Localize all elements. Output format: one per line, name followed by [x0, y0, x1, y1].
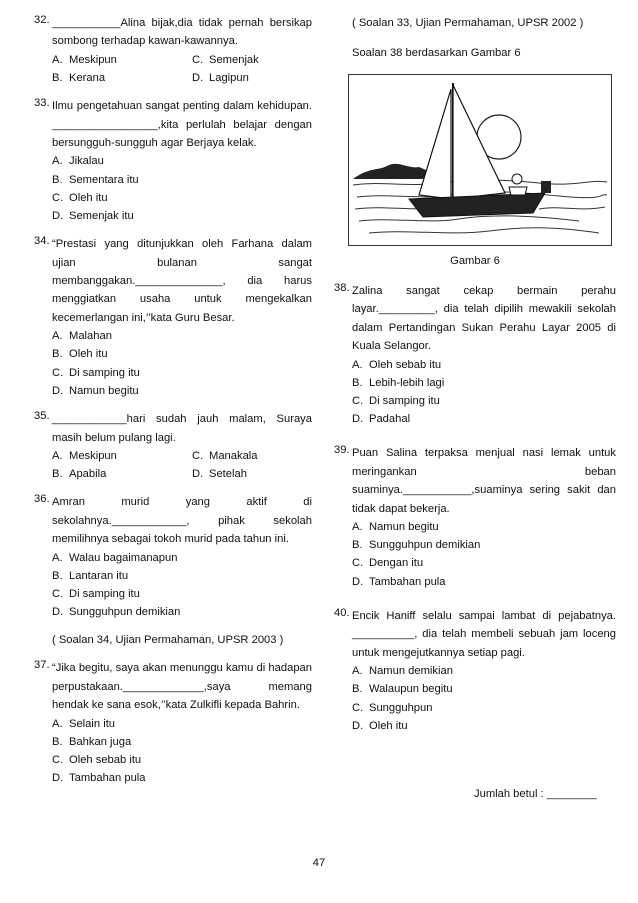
option-b[interactable]: B. Sementara itu	[52, 173, 139, 186]
question-number: 33.	[34, 97, 50, 110]
option-a[interactable]: A. Malahan	[52, 330, 112, 343]
left-column	[34, 14, 312, 797]
page-number: 47	[312, 857, 326, 869]
question-number: 39.	[334, 444, 350, 457]
figure-intro: Soalan 38 berdasarkan Gambar 6	[352, 47, 521, 59]
option-c[interactable]: C. Semenjak	[192, 53, 259, 66]
option-c[interactable]: C. Di samping itu	[352, 395, 440, 408]
question-number: 37.	[34, 659, 50, 672]
question-32	[34, 14, 312, 87]
question-stem: Zalina sangat cekap bermain perahu layar._________, dia telah dipilih mewakili sekolah dalam Pertandingan Sukan Perahu Layar 2005 di Kuala Selangor.	[352, 285, 616, 353]
option-b[interactable]: B. Walaupun begitu	[352, 683, 453, 696]
option-b[interactable]: B. Sungguhpun demikian	[352, 539, 481, 552]
source-note: ( Soalan 33, Ujian Permahaman, UPSR 2002 )	[352, 17, 584, 29]
option-d[interactable]: D. Namun begitu	[52, 384, 139, 397]
option-a[interactable]: A. Selain itu	[52, 717, 116, 730]
option-b[interactable]: B. Lantaran itu	[52, 569, 129, 582]
option-c[interactable]: C. Oleh sebab itu	[52, 753, 142, 766]
option-b[interactable]: B. Apabila	[52, 468, 107, 481]
option-b[interactable]: B. Lebih-lebih lagi	[352, 376, 445, 389]
option-b[interactable]: B. Bahkan juga	[52, 735, 132, 748]
option-a[interactable]: A. Walau bagaimanapun	[52, 551, 178, 564]
question-33	[34, 97, 312, 225]
right-column	[334, 14, 616, 745]
option-c[interactable]: C. Manakala	[192, 449, 258, 462]
question-number: 40.	[334, 606, 350, 619]
option-a[interactable]: A. Namun demikian	[352, 665, 453, 678]
option-b[interactable]: B. Oleh itu	[52, 348, 108, 361]
question-stem: Encik Haniff selalu sampai lambat di pejabatnya. __________, dia telah membeli sebuah jam loceng untuk mengejutkannya setiap pagi.	[352, 609, 616, 659]
option-d[interactable]: D. Semenjak itu	[52, 210, 134, 223]
option-c[interactable]: C. Sungguhpun	[352, 701, 433, 714]
question-37	[34, 659, 312, 787]
option-a[interactable]: A. Meskipun	[52, 53, 117, 66]
question-number: 35.	[34, 410, 50, 423]
question-stem: “Jika begitu, saya akan menunggu kamu di hadapan perpustakaan._____________,saya memang hendak ke sana esok,’’kata Zulkifli kepada Bahrin.	[52, 662, 312, 712]
question-stem: Puan Salina terpaksa menjual nasi lemak untuk meringankan beban suaminya.___________,suaminya sering sakit dan tidak dapat bekerja.	[352, 447, 616, 515]
option-c[interactable]: C. Dengan itu	[352, 557, 424, 570]
question-number: 34.	[34, 235, 50, 248]
option-d[interactable]: D. Tambahan pula	[352, 575, 446, 588]
option-d[interactable]: D. Padahal	[352, 413, 411, 426]
option-a[interactable]: A. Oleh sebab itu	[352, 358, 442, 371]
option-d[interactable]: D. Setelah	[192, 468, 247, 481]
question-number: 36.	[34, 493, 50, 506]
option-d[interactable]: D. Oleh itu	[352, 719, 408, 732]
question-stem: Ilmu pengetahuan sangat penting dalam kehidupan. _________________,kita perlulah belajar dengan bersungguh-sungguh agar Berjaya kelak.	[52, 100, 312, 150]
option-c[interactable]: C. Di samping itu	[52, 366, 140, 379]
option-d[interactable]: D. Tambahan pula	[52, 772, 146, 785]
question-36	[34, 493, 312, 621]
option-a[interactable]: A. Meskipun	[52, 449, 117, 462]
question-number: 38.	[334, 282, 350, 294]
question-stem: Amran murid yang aktif di sekolahnya.____________, pihak sekolah memilihnya sebagai tokoh murid pada tahun ini.	[52, 496, 312, 546]
option-c[interactable]: C. Di samping itu	[52, 587, 140, 600]
sailboat-figure	[348, 74, 612, 246]
question-38	[334, 282, 616, 428]
option-b[interactable]: B. Kerana	[52, 72, 106, 85]
question-39	[334, 444, 616, 590]
question-stem: ___________Alina bijak,dia tidak pernah bersikap sombong terhadap kawan-kawannya.	[52, 17, 312, 48]
option-a[interactable]: A. Jikalau	[52, 155, 104, 168]
question-34	[34, 235, 312, 400]
question-35	[34, 410, 312, 483]
figure-caption: Gambar 6	[450, 255, 500, 267]
question-number: 32.	[34, 14, 50, 26]
sailboat-illustration-icon	[349, 75, 611, 245]
question-40	[334, 607, 616, 735]
option-c[interactable]: C. Oleh itu	[52, 191, 108, 204]
option-d[interactable]: D. Lagipun	[192, 72, 249, 85]
option-a[interactable]: A. Namun begitu	[352, 521, 439, 534]
question-stem: “Prestasi yang ditunjukkan oleh Farhana dalam ujian bulanan sangat membanggakan.______________, dia harus menggiatkan usaha untuk mengekalkan kecemerlangan ini,’’kata Guru Besar.	[52, 238, 312, 324]
score-field[interactable]: Jumlah betul : ________	[474, 788, 597, 800]
source-note: ( Soalan 34, Ujian Permahaman, UPSR 2003 )	[52, 634, 284, 647]
option-d[interactable]: D. Sungguhpun demikian	[52, 606, 181, 619]
question-stem: ____________hari sudah jauh malam, Suraya masih belum pulang lagi.	[52, 413, 312, 444]
